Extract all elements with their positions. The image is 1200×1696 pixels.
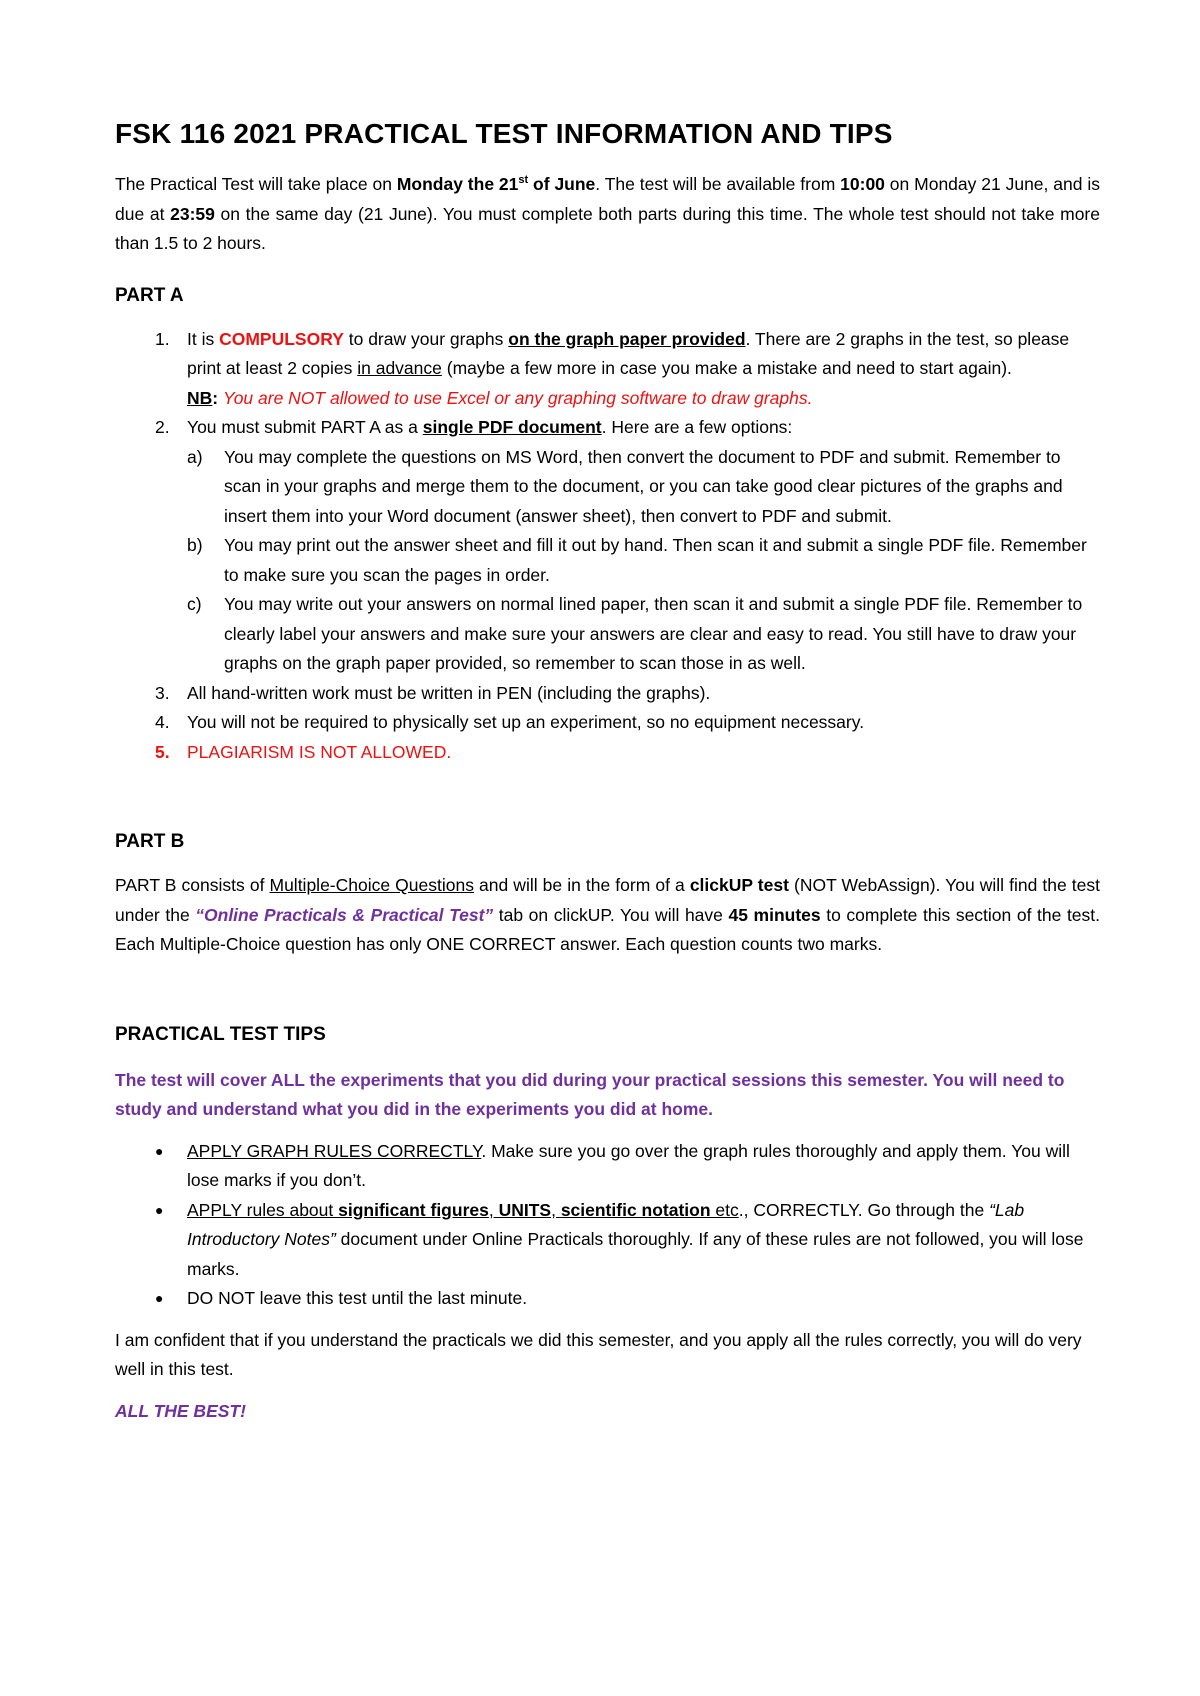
intro-start-time: 10:00 [840,174,885,194]
document-title: FSK 116 2021 PRACTICAL TEST INFORMATION AND TIPS [115,118,893,149]
intro-text-1: The Practical Test will take place on [115,174,397,194]
list-number: 4. [155,712,170,732]
submission-options-list [187,443,1100,679]
online-practicals-tab-name: “Online Practicals & Practical Test” [195,904,494,925]
nb-label: NB [187,387,213,408]
duration-emphasis: 45 minutes [728,904,821,925]
part-b-text: PART B consists of [115,875,270,895]
option-b [187,531,1100,590]
part-a-item-5 [115,738,1100,768]
intro-text-4: on the same day (21 June). You must complete both parts during this time. The whole test should not take more than 1.5 to 2 hours. [115,203,1100,253]
part-b-text: and will be in the form of a [473,875,690,895]
item-text: . Here are a few options: [601,417,793,437]
item-text: You will not be required to physically set up an experiment, so no equipment necessary. [187,712,865,732]
tip-significant-figures [115,1196,1100,1285]
item-text: (maybe a few more in case you make a mistake and need to start again). [441,358,1012,378]
part-b-text: to complete this section of the test. Each Multiple-Choice question has only ONE CORRECT answer. Each question counts two marks. [115,904,1101,954]
in-advance-emphasis: in advance [357,358,442,378]
part-a-heading: PART A [115,284,184,306]
closing-paragraph: I am confident that if you understand the practicals we did this semester, and you apply all the rules correctly, you will do very well in this test. [115,1329,1082,1379]
intro-paragraph [115,170,1100,259]
intro-date: Monday the 21 [396,174,519,194]
tip-text: document under Online Practicals thoroughly. If any of these rules are not followed, you will lose marks. [187,1229,1084,1279]
part-a-item-1 [115,325,1100,414]
item-text: . There are 2 graphs in the test, so please print at least 2 copies [187,328,1070,378]
tip-emphasis: scientific notation [560,1199,711,1220]
tips-lead: The test will cover ALL the experiments that you did during your practical sessions this semester. You will need to study and understand what you did in the experiments you did at home. [115,1069,1065,1119]
tip-emphasis: APPLY GRAPH RULES CORRECTLY [187,1140,482,1161]
option-text: You may write out your answers on normal lined paper, then scan it and submit a single PDF file. Remember to clearly label your answers and make sure your answers are clear and easy to read. You still have to draw your graphs on the graph paper provided, so remember to scan those in as well. [224,594,1083,673]
tips-heading: PRACTICAL TEST TIPS [115,1023,326,1045]
list-number: 2. [155,417,170,437]
nb-warning: You are NOT allowed to use Excel or any graphing software to draw graphs. [222,387,813,408]
intro-month: of June [528,174,596,194]
bullet-icon: ● [155,1201,164,1218]
part-a-list [115,325,1100,768]
bullet-icon: ● [155,1290,164,1306]
intro-text-2: . The test will be available from [595,174,841,194]
item-text: You must submit PART A as a [187,417,423,437]
tip-text: . Make sure you go over the graph rules thoroughly and apply them. You will lose marks if you don’t. [187,1140,1070,1190]
tip-text: DO NOT leave this test until the last minute. [187,1288,528,1308]
tip-emphasis: etc [710,1199,739,1220]
tip-last-minute [115,1284,1100,1314]
lab-notes-document-name: “Lab Introductory Notes” [187,1199,1025,1249]
option-a [187,443,1100,532]
part-b-heading: PART B [115,831,185,852]
tips-list [115,1137,1100,1314]
plagiarism-warning: PLAGIARISM IS NOT ALLOWED. [187,741,452,762]
option-text: You may complete the questions on MS Word, then convert the document to PDF and submit. Remember to scan in your graphs and merge them to the document, or you can take good clear pictures of the graphs and insert them into your Word document (answer sheet), then convert to PDF and submit. [224,446,1063,526]
intro-text-3: on Monday 21 June, and is due at [115,174,1100,224]
mcq-emphasis: Multiple-Choice Questions [269,875,474,895]
clickup-test-emphasis: clickUP test [689,875,789,895]
option-letter: c) [187,594,202,614]
tip-emphasis: significant figures [338,1199,489,1220]
part-a-item-4 [115,708,1100,738]
single-pdf-emphasis: single PDF document [422,417,602,437]
item-text: All hand-written work must be written in PEN (including the graphs). [187,682,711,703]
option-letter: a) [187,446,203,467]
part-b-text: (NOT WebAssign). You will find the test under the [115,875,1101,925]
item-text: to draw your graphs [343,328,509,349]
tip-emphasis: , [488,1199,499,1220]
tip-emphasis: APPLY rules about [187,1199,339,1220]
intro-due-time: 23:59 [170,203,215,224]
tip-graph-rules [115,1137,1100,1196]
signoff: ALL THE BEST! [115,1400,246,1421]
list-number: 5. [155,741,170,762]
compulsory-emphasis: COMPULSORY [219,328,344,349]
list-number: 1. [155,328,170,349]
part-b-text: tab on clickUP. You will have [493,904,729,925]
intro-date-suffix: st [518,174,529,187]
item-text: It is [187,328,220,349]
nb-colon: : [212,387,223,408]
tip-text: ., CORRECTLY. Go through the [738,1199,990,1220]
graph-paper-emphasis: on the graph paper provided [508,328,746,349]
tip-emphasis: UNITS [498,1199,552,1220]
part-a-item-2 [115,413,1100,679]
list-number: 3. [155,682,170,703]
tip-emphasis: , [551,1199,561,1220]
option-c [187,590,1100,679]
part-b-paragraph [115,871,1100,960]
option-text: You may print out the answer sheet and fill it out by hand. Then scan it and submit a single PDF file. Remember to make sure you scan the pages in order. [224,535,1087,585]
part-a-item-3 [115,679,1100,709]
option-letter: b) [187,535,203,555]
bullet-icon: ● [155,1142,164,1159]
